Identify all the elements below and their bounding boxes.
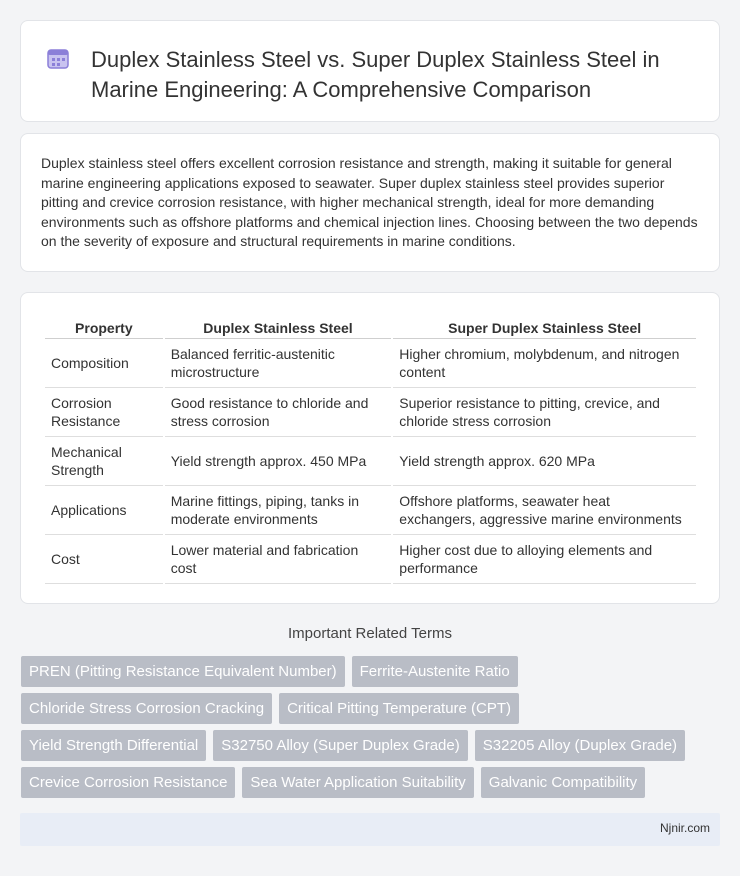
tag-pren[interactable]: PREN (Pitting Resistance Equivalent Number): [21, 656, 345, 687]
header-duplex: Duplex Stainless Steel: [165, 315, 392, 339]
tag-chloride-stress-corrosion-cracking[interactable]: Chloride Stress Corrosion Cracking: [21, 693, 272, 724]
row-property: Composition: [45, 339, 163, 388]
tag-row: [21, 693, 721, 724]
table-header-row: [45, 315, 696, 339]
table-row: [45, 437, 696, 486]
table-row: [45, 486, 696, 535]
tag-galvanic-compatibility[interactable]: Galvanic Compatibility: [481, 767, 645, 798]
row-duplex-value: Yield strength approx. 450 MPa: [165, 437, 392, 486]
tag-row: [21, 656, 721, 687]
header-card: [20, 20, 720, 122]
tag-s32205-alloy[interactable]: S32205 Alloy (Duplex Grade): [475, 730, 685, 761]
comparison-table-card: [20, 292, 720, 604]
tag-row: [21, 730, 721, 761]
tag-crevice-corrosion-resistance[interactable]: Crevice Corrosion Resistance: [21, 767, 235, 798]
footer: [20, 813, 720, 846]
table-row: [45, 339, 696, 388]
page-title: Duplex Stainless Steel vs. Super Duplex Stainless Steel in Marine Engineering: A Comprehensive Comparison: [91, 47, 660, 102]
table-row: [45, 535, 696, 584]
row-super-duplex-value: Yield strength approx. 620 MPa: [393, 437, 696, 486]
tag-yield-strength-differential[interactable]: Yield Strength Differential: [21, 730, 206, 761]
intro-paragraph: Duplex stainless steel offers excellent corrosion resistance and strength, making it suitable for general marine engineering applications exposed to seawater. Super duplex stainless steel provides superior pitting and crevice corrosion resistance, with higher mechanical strength, ideal for more demanding environments such as offshore platforms and chemical injection lines. Choosing between the two depends on the severity of exposure and structural requirements in marine conditions.: [41, 155, 698, 250]
row-property: Applications: [45, 486, 163, 535]
tag-row: [21, 767, 721, 798]
row-duplex-value: Lower material and fabrication cost: [165, 535, 392, 584]
tag-s32750-alloy[interactable]: S32750 Alloy (Super Duplex Grade): [213, 730, 467, 761]
row-super-duplex-value: Offshore platforms, seawater heat exchangers, aggressive marine environments: [393, 486, 696, 535]
tag-ferrite-austenite-ratio[interactable]: Ferrite-Austenite Ratio: [352, 656, 518, 687]
row-property: Cost: [45, 535, 163, 584]
tag-sea-water-application-suitability[interactable]: Sea Water Application Suitability: [242, 767, 473, 798]
row-super-duplex-value: Higher cost due to alloying elements and performance: [393, 535, 696, 584]
row-super-duplex-value: Superior resistance to pitting, crevice, and chloride stress corrosion: [393, 388, 696, 437]
related-terms-title: Important Related Terms: [288, 625, 452, 642]
comparison-table: [43, 315, 698, 584]
row-super-duplex-value: Higher chromium, molybdenum, and nitrogen content: [393, 339, 696, 388]
row-property: Mechanical Strength: [45, 437, 163, 486]
table-row: [45, 388, 696, 437]
header-property: Property: [45, 315, 163, 339]
row-duplex-value: Good resistance to chloride and stress corrosion: [165, 388, 392, 437]
tag-critical-pitting-temperature[interactable]: Critical Pitting Temperature (CPT): [279, 693, 519, 724]
footer-site-link[interactable]: Njnir.com: [659, 821, 710, 835]
row-duplex-value: Balanced ferritic-austenitic microstructure: [165, 339, 392, 388]
intro-card: [20, 133, 720, 272]
header-super-duplex: Super Duplex Stainless Steel: [393, 315, 696, 339]
row-duplex-value: Marine fittings, piping, tanks in moderate environments: [165, 486, 392, 535]
calendar-icon: [47, 47, 69, 69]
related-terms-tags: [21, 656, 721, 804]
row-property: Corrosion Resistance: [45, 388, 163, 437]
